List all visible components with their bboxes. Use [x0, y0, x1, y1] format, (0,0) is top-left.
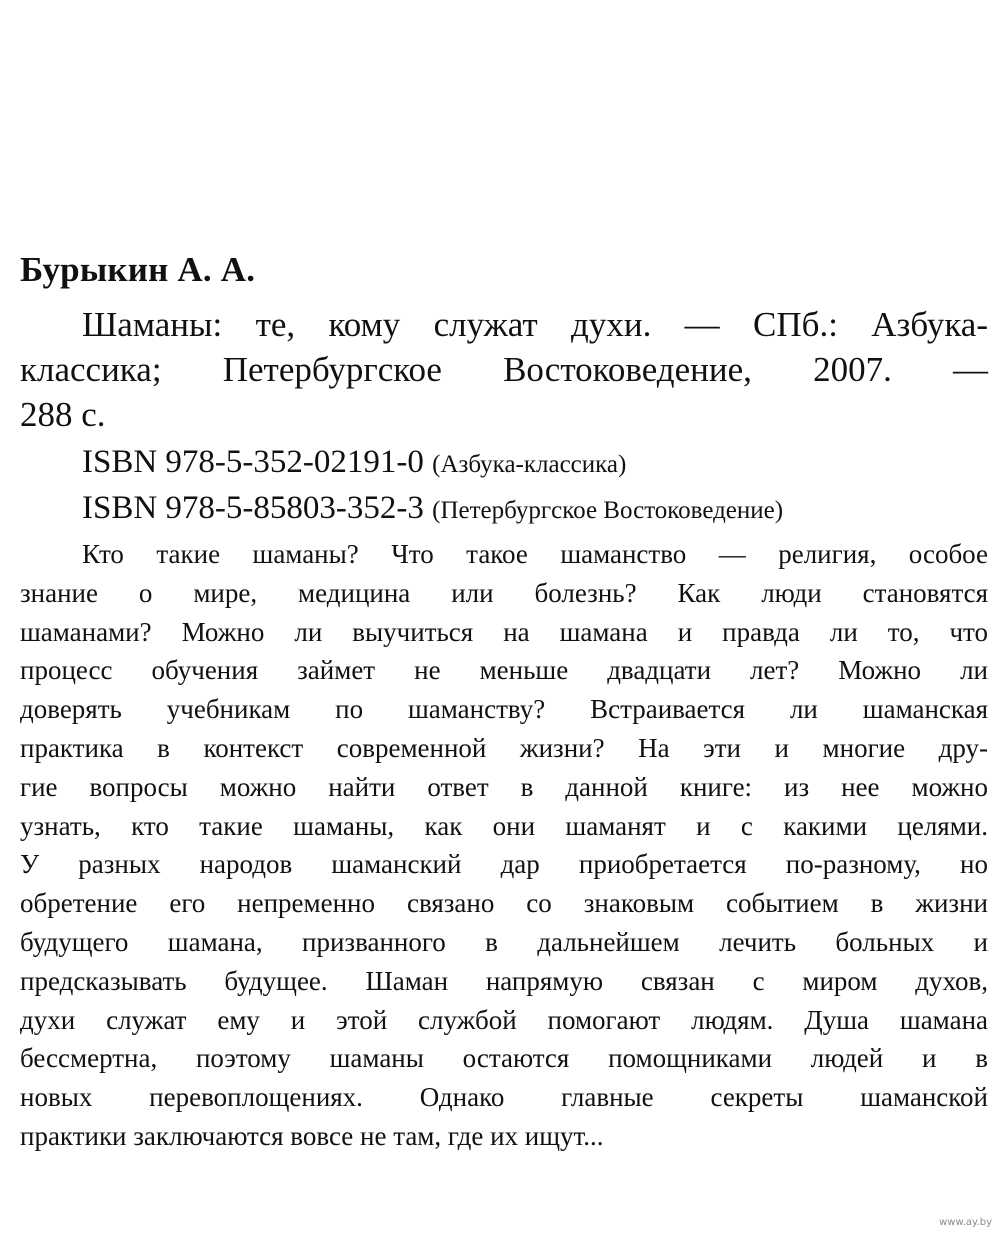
annotation-line: обретение его непременно связано со знаковым событием в жизни [20, 888, 988, 919]
annotation-line: бессмертна, поэтому шаманы остаются помощниками людей и в [20, 1043, 988, 1074]
annotation-line: предсказывать будущее. Шаман напрямую связан с миром духов, [20, 965, 988, 996]
isbn-publisher: (Петербургское Востоковедение) [432, 497, 784, 524]
annotation-line: гие вопросы можно найти ответ в данной книге: из нее можно [20, 771, 988, 802]
annotation-line: будущего шамана, призванного в дальнейшем лечить больных и [20, 926, 988, 957]
site-watermark: www.ay.by [939, 1217, 992, 1228]
title-line-2: классика; Петербургское Востоковедение, 2007. — [20, 350, 988, 389]
author-name: Бурыкин А. А. [20, 250, 256, 289]
title-line-3: 288 с. [20, 395, 106, 434]
annotation-line: процесс обучения займет не меньше двадцати лет? Можно ли [20, 655, 988, 686]
isbn-number: ISBN 978-5-85803-352-3 [82, 490, 424, 526]
isbn-line-2 [82, 490, 783, 527]
title-line-1: Шаманы: те, кому служат духи. — СПб.: Азбука- [82, 305, 988, 344]
isbn-publisher: (Азбука-классика) [432, 451, 627, 478]
annotation-paragraph [20, 535, 988, 1156]
isbn-line-1 [82, 444, 626, 481]
annotation-line: узнать, кто такие шаманы, как они шаманят и с какими целями. [20, 810, 988, 841]
isbn-number: ISBN 978-5-352-02191-0 [82, 444, 424, 480]
annotation-line: знание о мире, медицина или болезнь? Как люди становятся [20, 577, 988, 608]
annotation-line: новых перевоплощениях. Однако главные секреты шаманской [20, 1082, 988, 1113]
annotation-line: практики заключаются вовсе не там, где их ищут... [20, 1120, 604, 1151]
annotation-line: Кто такие шаманы? Что такое шаманство — религия, особое [82, 539, 988, 569]
annotation-line: шаманами? Можно ли выучиться на шамана и правда ли то, что [20, 616, 988, 647]
annotation-line: доверять учебникам по шаманству? Встраивается ли шаманская [20, 694, 988, 725]
annotation-line: духи служат ему и этой службой помогают людям. Душа шамана [20, 1004, 988, 1035]
annotation-line: У разных народов шаманский дар приобретается по-разному, но [20, 849, 988, 880]
annotation-line: практика в контекст современной жизни? На эти и многие дру- [20, 732, 988, 763]
